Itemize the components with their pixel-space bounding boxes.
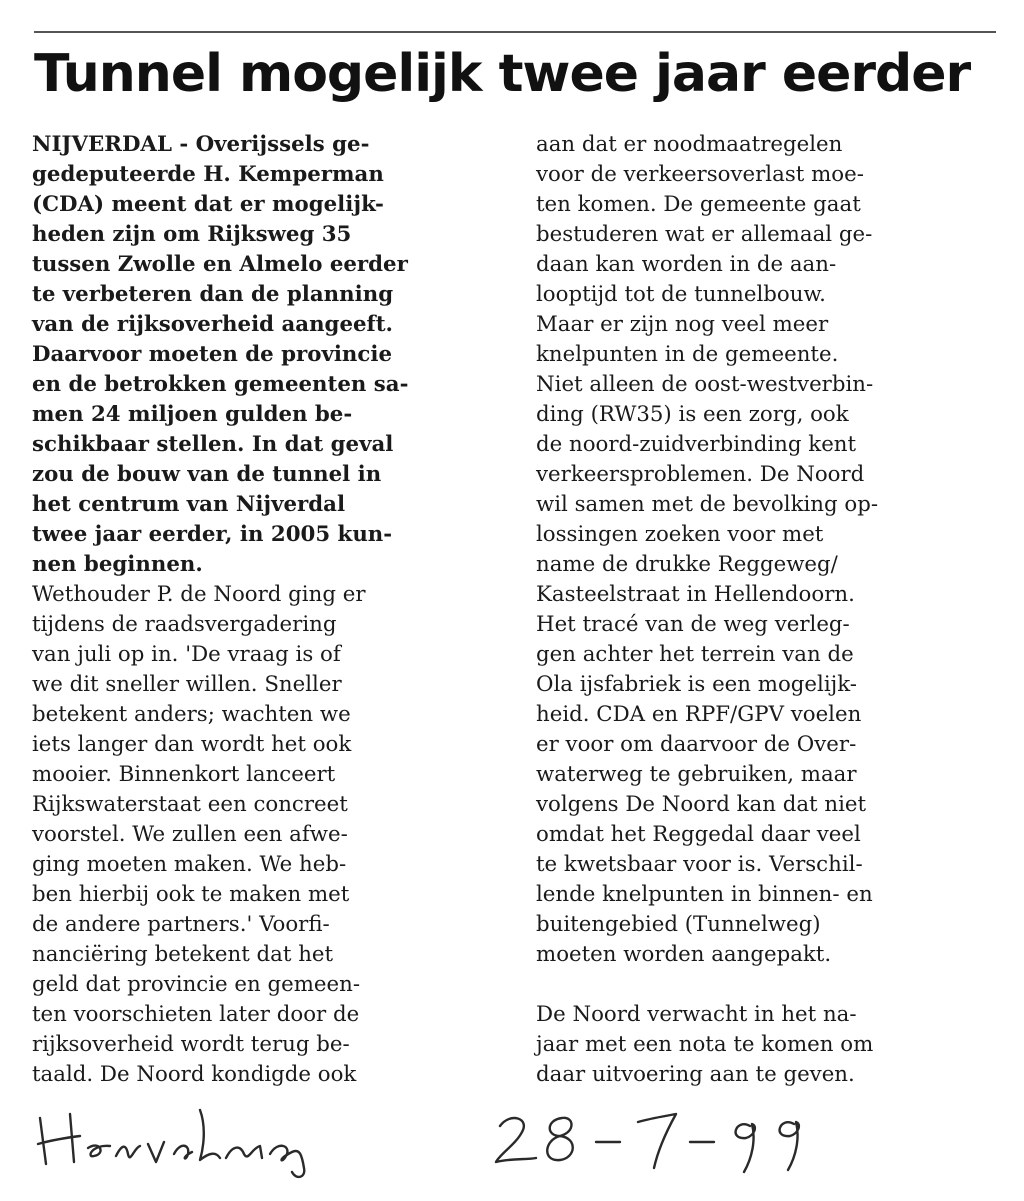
body-line: gen achter het terrein van de [536,642,854,667]
column-right [536,130,996,1090]
body-line: ben hierbij ook te maken met [32,882,350,907]
lead-line: schikbaar stellen. In dat geval [32,432,394,457]
body-line: Het tracé van de weg verleg- [536,612,850,637]
lead-line: twee jaar eerder, in 2005 kun- [32,522,393,547]
body-line: Wethouder P. de Noord ging er [32,582,366,607]
body-line: lossingen zoeken voor met [536,522,824,547]
lead-line: (CDA) meent dat er mogelijk- [32,192,384,217]
headline: Tunnel mogelijk twee jaar eerder [34,44,971,104]
body-line: ding (RW35) is een zorg, ook [536,402,849,427]
body-line: wil samen met de bevolking op- [536,492,879,517]
body-paragraph-final [536,1000,996,1090]
body-line: lende knelpunten in binnen- en [536,882,873,907]
lead-line: en de betrokken gemeenten sa- [32,372,409,397]
body-line: we dit sneller willen. Sneller [32,672,342,697]
body-line: ging moeten maken. We heb- [32,852,347,877]
lead-line: Daarvoor moeten de provincie [32,342,393,367]
body-line: moeten worden aangepakt. [536,942,832,967]
body-line: Niet alleen de oost-westverbin- [536,372,874,397]
lead-line: men 24 miljoen gulden be- [32,402,353,427]
body-line: Ola ijsfabriek is een mogelijk- [536,672,857,697]
lead-line: gedeputeerde H. Kemperman [32,162,384,187]
body-line: ten komen. De gemeente gaat [536,192,861,217]
body-paragraph-left [32,580,502,1090]
body-line: knelpunten in de gemeente. [536,342,839,367]
body-line: heid. CDA en RPF/GPV voelen [536,702,862,727]
body-line: geld dat provincie en gemeen- [32,972,361,997]
lead-line [32,130,502,160]
lead-line: nen beginnen. [32,552,203,577]
body-line: daan kan worden in de aan- [536,252,837,277]
lead-paragraph [32,130,502,580]
body-line: taald. De Noord kondigde ook [32,1062,357,1087]
body-line: daar uitvoering aan te geven. [536,1062,855,1087]
column-left [32,130,502,1090]
body-line: jaar met een nota te komen om [536,1032,874,1057]
lead-line-text: Overijssels ge- [195,132,370,157]
body-line: De Noord verwacht in het na- [536,1002,857,1027]
handwritten-note [30,1096,930,1186]
body-line: tijdens de raadsvergadering [32,612,337,637]
lead-line: te verbeteren dan de planning [32,282,394,307]
lead-line: tussen Zwolle en Almelo eerder [32,252,408,277]
body-line: de andere partners.' Voorfi- [32,912,330,937]
body-line: buitengebied (Tunnelweg) [536,912,821,937]
body-line: rijksoverheid wordt terug be- [32,1032,350,1057]
body-paragraph-right [536,130,996,970]
top-rule [34,31,996,33]
body-line: bestuderen wat er allemaal ge- [536,222,873,247]
body-line: van juli op in. 'De vraag is of [32,642,341,667]
body-line: ten voorschieten later door de [32,1002,360,1027]
body-line: looptijd tot de tunnelbouw. [536,282,826,307]
lead-line: zou de bouw van de tunnel in [32,462,382,487]
body-line: iets langer dan wordt het ook [32,732,352,757]
body-line: Kasteelstraat in Hellendoorn. [536,582,855,607]
body-line: er voor om daarvoor de Over- [536,732,857,757]
body-line: mooier. Binnenkort lanceert [32,762,336,787]
body-line: nanciëring betekent dat het [32,942,334,967]
body-line: te kwetsbaar voor is. Verschil- [536,852,863,877]
body-line: Maar er zijn nog veel meer [536,312,829,337]
body-line: de noord-zuidverbinding kent [536,432,857,457]
lead-line: het centrum van Nijverdal [32,492,346,517]
lead-line: van de rijksoverheid aangeeft. [32,312,393,337]
body-line: omdat het Reggedal daar veel [536,822,861,847]
body-line: betekent anders; wachten we [32,702,351,727]
body-line: name de drukke Reggeweg/ [536,552,838,577]
body-line: waterweg te gebruiken, maar [536,762,857,787]
body-line: voorstel. We zullen een afwe- [32,822,348,847]
body-line: volgens De Noord kan dat niet [536,792,867,817]
body-line: verkeersproblemen. De Noord [536,462,865,487]
lead-line: heden zijn om Rijksweg 35 [32,222,352,247]
body-line: aan dat er noodmaatregelen [536,132,843,157]
dateline: NIJVERDAL - [32,132,196,157]
body-line: Rijkswaterstaat een concreet [32,792,348,817]
paragraph-gap [536,970,996,1000]
body-line: voor de verkeersoverlast moe- [536,162,864,187]
